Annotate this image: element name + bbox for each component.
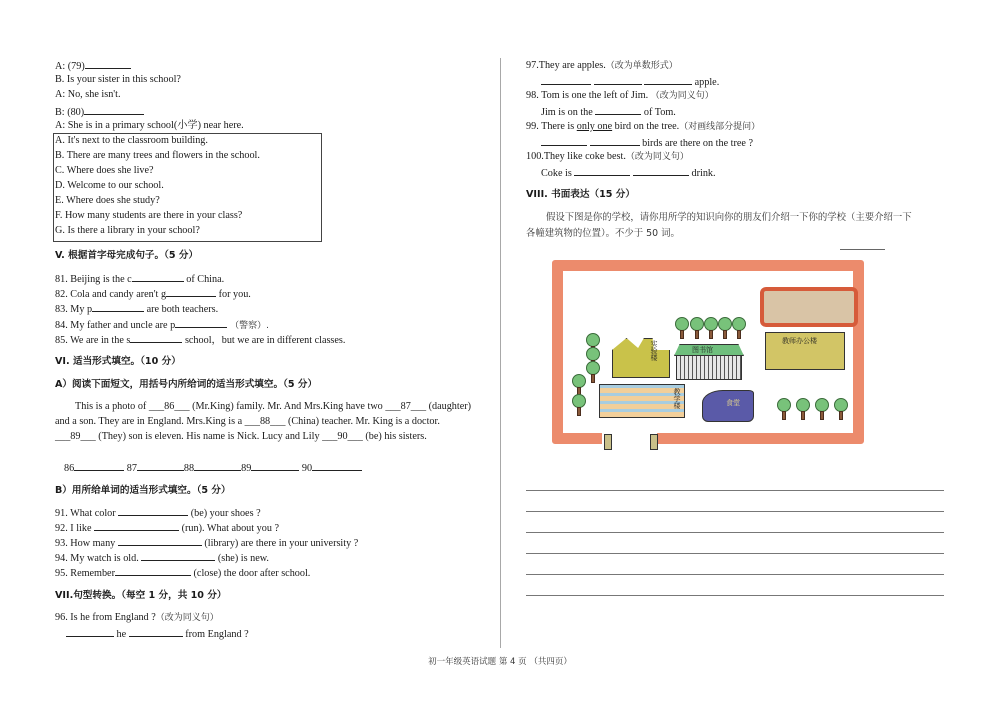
writing-line[interactable] [526, 553, 944, 554]
section-8-heading: VIII. 书面表达（15 分） [526, 189, 635, 200]
gate-pillar-right [650, 434, 658, 450]
question-85: 85. We are in the s school，but we are in different classes. [55, 332, 345, 347]
answer-blank[interactable] [115, 565, 191, 576]
section-7-heading: VII.句型转换。（每空 1 分，共 10 分） [55, 590, 227, 601]
answer-blank[interactable] [141, 550, 215, 561]
answer-98: Jim is on the of Tom. [541, 104, 676, 119]
answer-blank[interactable] [175, 317, 227, 328]
teaching-building-label: 教学楼 [673, 388, 681, 409]
question-98: 98. Tom is one the left of Jim. （改为同义句） [526, 90, 714, 101]
dialogue-line-79: A: (79) [55, 58, 131, 73]
school-name-sign [760, 287, 858, 327]
question-82: 82. Cola and candy aren't g for you. [55, 286, 251, 301]
section-6-heading: VI. 适当形式填空。（10 分） [55, 356, 181, 367]
answer-blank[interactable] [594, 74, 642, 85]
answer-slots-row: 86 87 88 89 90 [64, 460, 362, 475]
answer-blank-88[interactable] [194, 460, 241, 471]
question-83: 83. My p are both teachers. [55, 301, 218, 316]
question-91: 91. What color (be) your shoes ? [55, 505, 261, 520]
answer-96: he from England ? [66, 626, 249, 641]
tree-icon [704, 317, 718, 339]
answer-blank-86[interactable] [74, 460, 124, 471]
scan-mark [840, 249, 885, 250]
answer-blank[interactable] [633, 165, 689, 176]
question-96: 96. Is he from England ?（改为同义句） [55, 612, 219, 623]
option-a: A. It's next to the classroom building. [55, 135, 208, 146]
answer-blank[interactable] [541, 135, 587, 146]
tree-icon [718, 317, 732, 339]
library-building [676, 352, 742, 380]
tree-icon [834, 398, 848, 420]
option-d: D. Welcome to our school. [55, 180, 164, 191]
passage-line-3: ___89___ (They) son is eleven. His name is Nick. Lucy and Lily ___90___ (be) his sisters. [55, 431, 427, 442]
option-b: B. There are many trees and flowers in the school. [55, 150, 260, 161]
answer-blank[interactable] [590, 135, 640, 146]
answer-blank-79[interactable] [85, 58, 131, 69]
canteen-label: 食堂 [726, 399, 740, 407]
question-97: 97.They are apples.（改为单数形式） [526, 60, 678, 71]
answer-blank-89[interactable] [251, 460, 299, 471]
question-95: 95. Remember (close) the door after school. [55, 565, 310, 580]
dialogue-line-80: B: (80) [55, 104, 144, 119]
writing-line[interactable] [526, 511, 944, 512]
answer-97: apple. [541, 74, 719, 89]
tree-icon [796, 398, 810, 420]
answer-99: birds are there on the tree ? [541, 135, 753, 150]
answer-blank[interactable] [541, 74, 591, 85]
library-label: 图书馆 [692, 346, 713, 354]
answer-blank-87[interactable] [137, 460, 184, 471]
writing-line[interactable] [526, 595, 944, 596]
tree-icon [572, 374, 586, 396]
column-divider [500, 58, 501, 648]
dialogue-line: A: No, she isn't. [55, 89, 121, 100]
tree-icon [777, 398, 791, 420]
tree-icon [732, 317, 746, 339]
option-e: E. Where does she study? [55, 195, 160, 206]
question-92: 92. I like (run). What about you ? [55, 520, 279, 535]
answer-blank[interactable] [92, 301, 144, 312]
answer-blank[interactable] [644, 74, 692, 85]
question-84: 84. My father and uncle are p （警察）. [55, 317, 269, 333]
answer-blank[interactable] [118, 535, 202, 546]
option-f: F. How many students are there in your class? [55, 210, 243, 221]
question-81: 81. Beijing is the c of China. [55, 271, 224, 286]
tree-icon [675, 317, 689, 339]
answer-blank[interactable] [595, 104, 641, 115]
dialogue-line: A: She is in a primary school(小学) near here. [55, 120, 244, 131]
section-6a-heading: A）阅读下面短文，用括号内所给词的适当形式填空。（5 分） [55, 379, 318, 390]
answer-blank[interactable] [574, 165, 630, 176]
gate-pillar-left [604, 434, 612, 450]
writing-prompt-line-2: 各幢建筑物的位置）。不少于 50 词。 [526, 228, 680, 239]
answer-blank-80[interactable] [84, 104, 144, 115]
answer-blank[interactable] [166, 286, 216, 297]
passage-line-2: and a son. They are in England. Mrs.King is a ___88___ (China) teacher. Mr. King is a doctor. [55, 416, 440, 427]
tree-icon [572, 394, 586, 416]
question-100: 100.They like coke best.（改为同义句） [526, 151, 689, 162]
teachers-office-label: 教师办公楼 [782, 337, 817, 345]
answer-blank[interactable] [118, 505, 188, 516]
option-c: C. Where does she live? [55, 165, 154, 176]
writing-line[interactable] [526, 490, 944, 491]
question-94: 94. My watch is old. (she) is new. [55, 550, 269, 565]
answer-blank-90[interactable] [312, 460, 362, 471]
section-6b-heading: B）用所给单词的适当形式填空。（5 分） [55, 485, 231, 496]
section-5-heading: V. 根据首字母完成句子。（5 分） [55, 250, 199, 261]
writing-line[interactable] [526, 574, 944, 575]
school-map-illustration [552, 260, 864, 460]
answer-blank[interactable] [94, 520, 179, 531]
page-footer: 初一年级英语试题 第 4 页 （共四页） [428, 657, 572, 667]
tree-icon [815, 398, 829, 420]
answer-blank[interactable] [129, 626, 183, 637]
tree-icon [586, 361, 600, 383]
answer-100: Coke is drink. [541, 165, 716, 180]
writing-line[interactable] [526, 532, 944, 533]
answer-blank[interactable] [66, 626, 114, 637]
question-93: 93. How many (library) are there in your university ? [55, 535, 358, 550]
answer-blank[interactable] [132, 271, 184, 282]
dialogue-line: B. Is your sister in this school? [55, 74, 181, 85]
answer-blank[interactable] [130, 332, 182, 343]
passage-line-1: This is a photo of ___86___ (Mr.King) family. Mr. And Mrs.King have two ___87___ (daughter) [75, 401, 472, 412]
option-g: G. Is there a library in your school? [55, 225, 200, 236]
tree-icon [690, 317, 704, 339]
lab-building-label: 实验楼 [650, 340, 658, 361]
question-99: 99. There is only one bird on the tree.（对画线部分提问） [526, 121, 761, 132]
writing-prompt-line-1: 假设下图是你的学校，请你用所学的知识向你的朋友们介绍一下你的学校（主要介绍一下 [546, 212, 912, 223]
